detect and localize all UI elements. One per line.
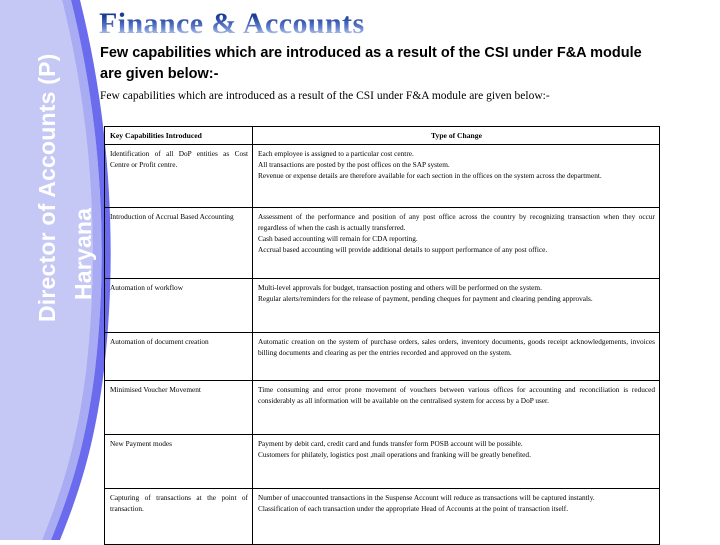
change-line: Each employee is assigned to a particular cost centre. xyxy=(258,149,414,158)
cell-type-of-change xyxy=(253,333,660,381)
change-line: Customers for philately, logistics post ,mail operations and franking will be greatly benefited. xyxy=(258,450,531,460)
change-line: Classification of each transaction under the appropriate Head of Accounts at the point of transaction itself. xyxy=(258,504,569,514)
cell-type-of-change xyxy=(253,145,660,208)
table-row xyxy=(105,208,660,279)
table-header-row xyxy=(105,127,660,145)
column-header-type-of-change: Type of Change xyxy=(253,127,660,145)
table-row xyxy=(105,333,660,381)
slide-subtitle-primary: Few capabilities which are introduced as a result of the CSI under F&A module are given below:- xyxy=(100,45,642,82)
change-line: Regular alerts/reminders for the release of payment, pending cheques for payment and clearing pending approvals. xyxy=(258,294,593,304)
sidebar-text-block xyxy=(0,0,108,540)
table-row xyxy=(105,145,660,208)
sidebar-title-line1: Director of Accounts (P) xyxy=(34,53,60,322)
cell-type-of-change xyxy=(253,435,660,489)
change-line: Payment by debit card, credit card and funds transfer form POSB account will be possible. xyxy=(258,439,523,448)
cell-key-capability: New Payment modes xyxy=(105,435,253,489)
cell-key-capability: Automation of document creation xyxy=(105,333,253,381)
change-line: Revenue or expense details are therefore available for each section in the offices on the system across the department. xyxy=(258,171,602,181)
table-row xyxy=(105,435,660,489)
page-title: Finance & Accounts xyxy=(99,7,365,40)
table-row xyxy=(105,279,660,333)
cell-type-of-change xyxy=(253,208,660,279)
table-row xyxy=(105,381,660,435)
cell-type-of-change xyxy=(253,381,660,435)
column-header-key-capabilities: Key Capabilities Introduced xyxy=(105,127,253,145)
cell-key-capability: Introduction of Accrual Based Accounting xyxy=(105,208,253,279)
change-line: Number of unaccounted transactions in the Suspense Account will reduce as transactions will be captured instantly. xyxy=(258,493,595,502)
change-line: Multi-level approvals for budget, transaction posting and others will be performed on the system. xyxy=(258,283,542,292)
slide-content xyxy=(96,0,720,540)
sidebar-title-line2: Haryana xyxy=(70,207,96,300)
table-header xyxy=(105,127,660,145)
change-line: All transactions are posted by the post offices on the SAP system. xyxy=(258,160,450,170)
change-line: Accrual based accounting will provide additional details to support performance of any post office. xyxy=(258,245,548,255)
cell-type-of-change xyxy=(253,489,660,545)
slide-subtitle-secondary: Few capabilities which are introduced as a result of the CSI under F&A module are given below:- xyxy=(100,90,550,102)
cell-key-capability: Capturing of transactions at the point of transaction. xyxy=(105,489,253,545)
cell-key-capability: Minimised Voucher Movement xyxy=(105,381,253,435)
cell-key-capability: Automation of workflow xyxy=(105,279,253,333)
change-line: Cash based accounting will remain for CDA reporting. xyxy=(258,234,418,244)
change-line: Time consuming and error prone movement of vouchers between various offices for accounting and reconciliation is reduced considerably as all information will be available on the centralised system for access by a DoP user. xyxy=(258,385,655,406)
capabilities-table xyxy=(104,126,660,545)
change-line: Automatic creation on the system of purchase orders, sales orders, inventory documents, goods receipt acknowledgements, invoices billing documents and clearing as per the entries recorded and approved on the system. xyxy=(258,337,655,358)
table-body xyxy=(105,145,660,545)
cell-type-of-change xyxy=(253,279,660,333)
cell-key-capability: Identification of all DoP entities as Cost Centre or Profit centre. xyxy=(105,145,253,208)
table-row xyxy=(105,489,660,545)
change-line: Assessment of the performance and position of any post office across the country by recognizing transaction when they occur regardless of when the cash is actually transferred. xyxy=(258,212,655,233)
